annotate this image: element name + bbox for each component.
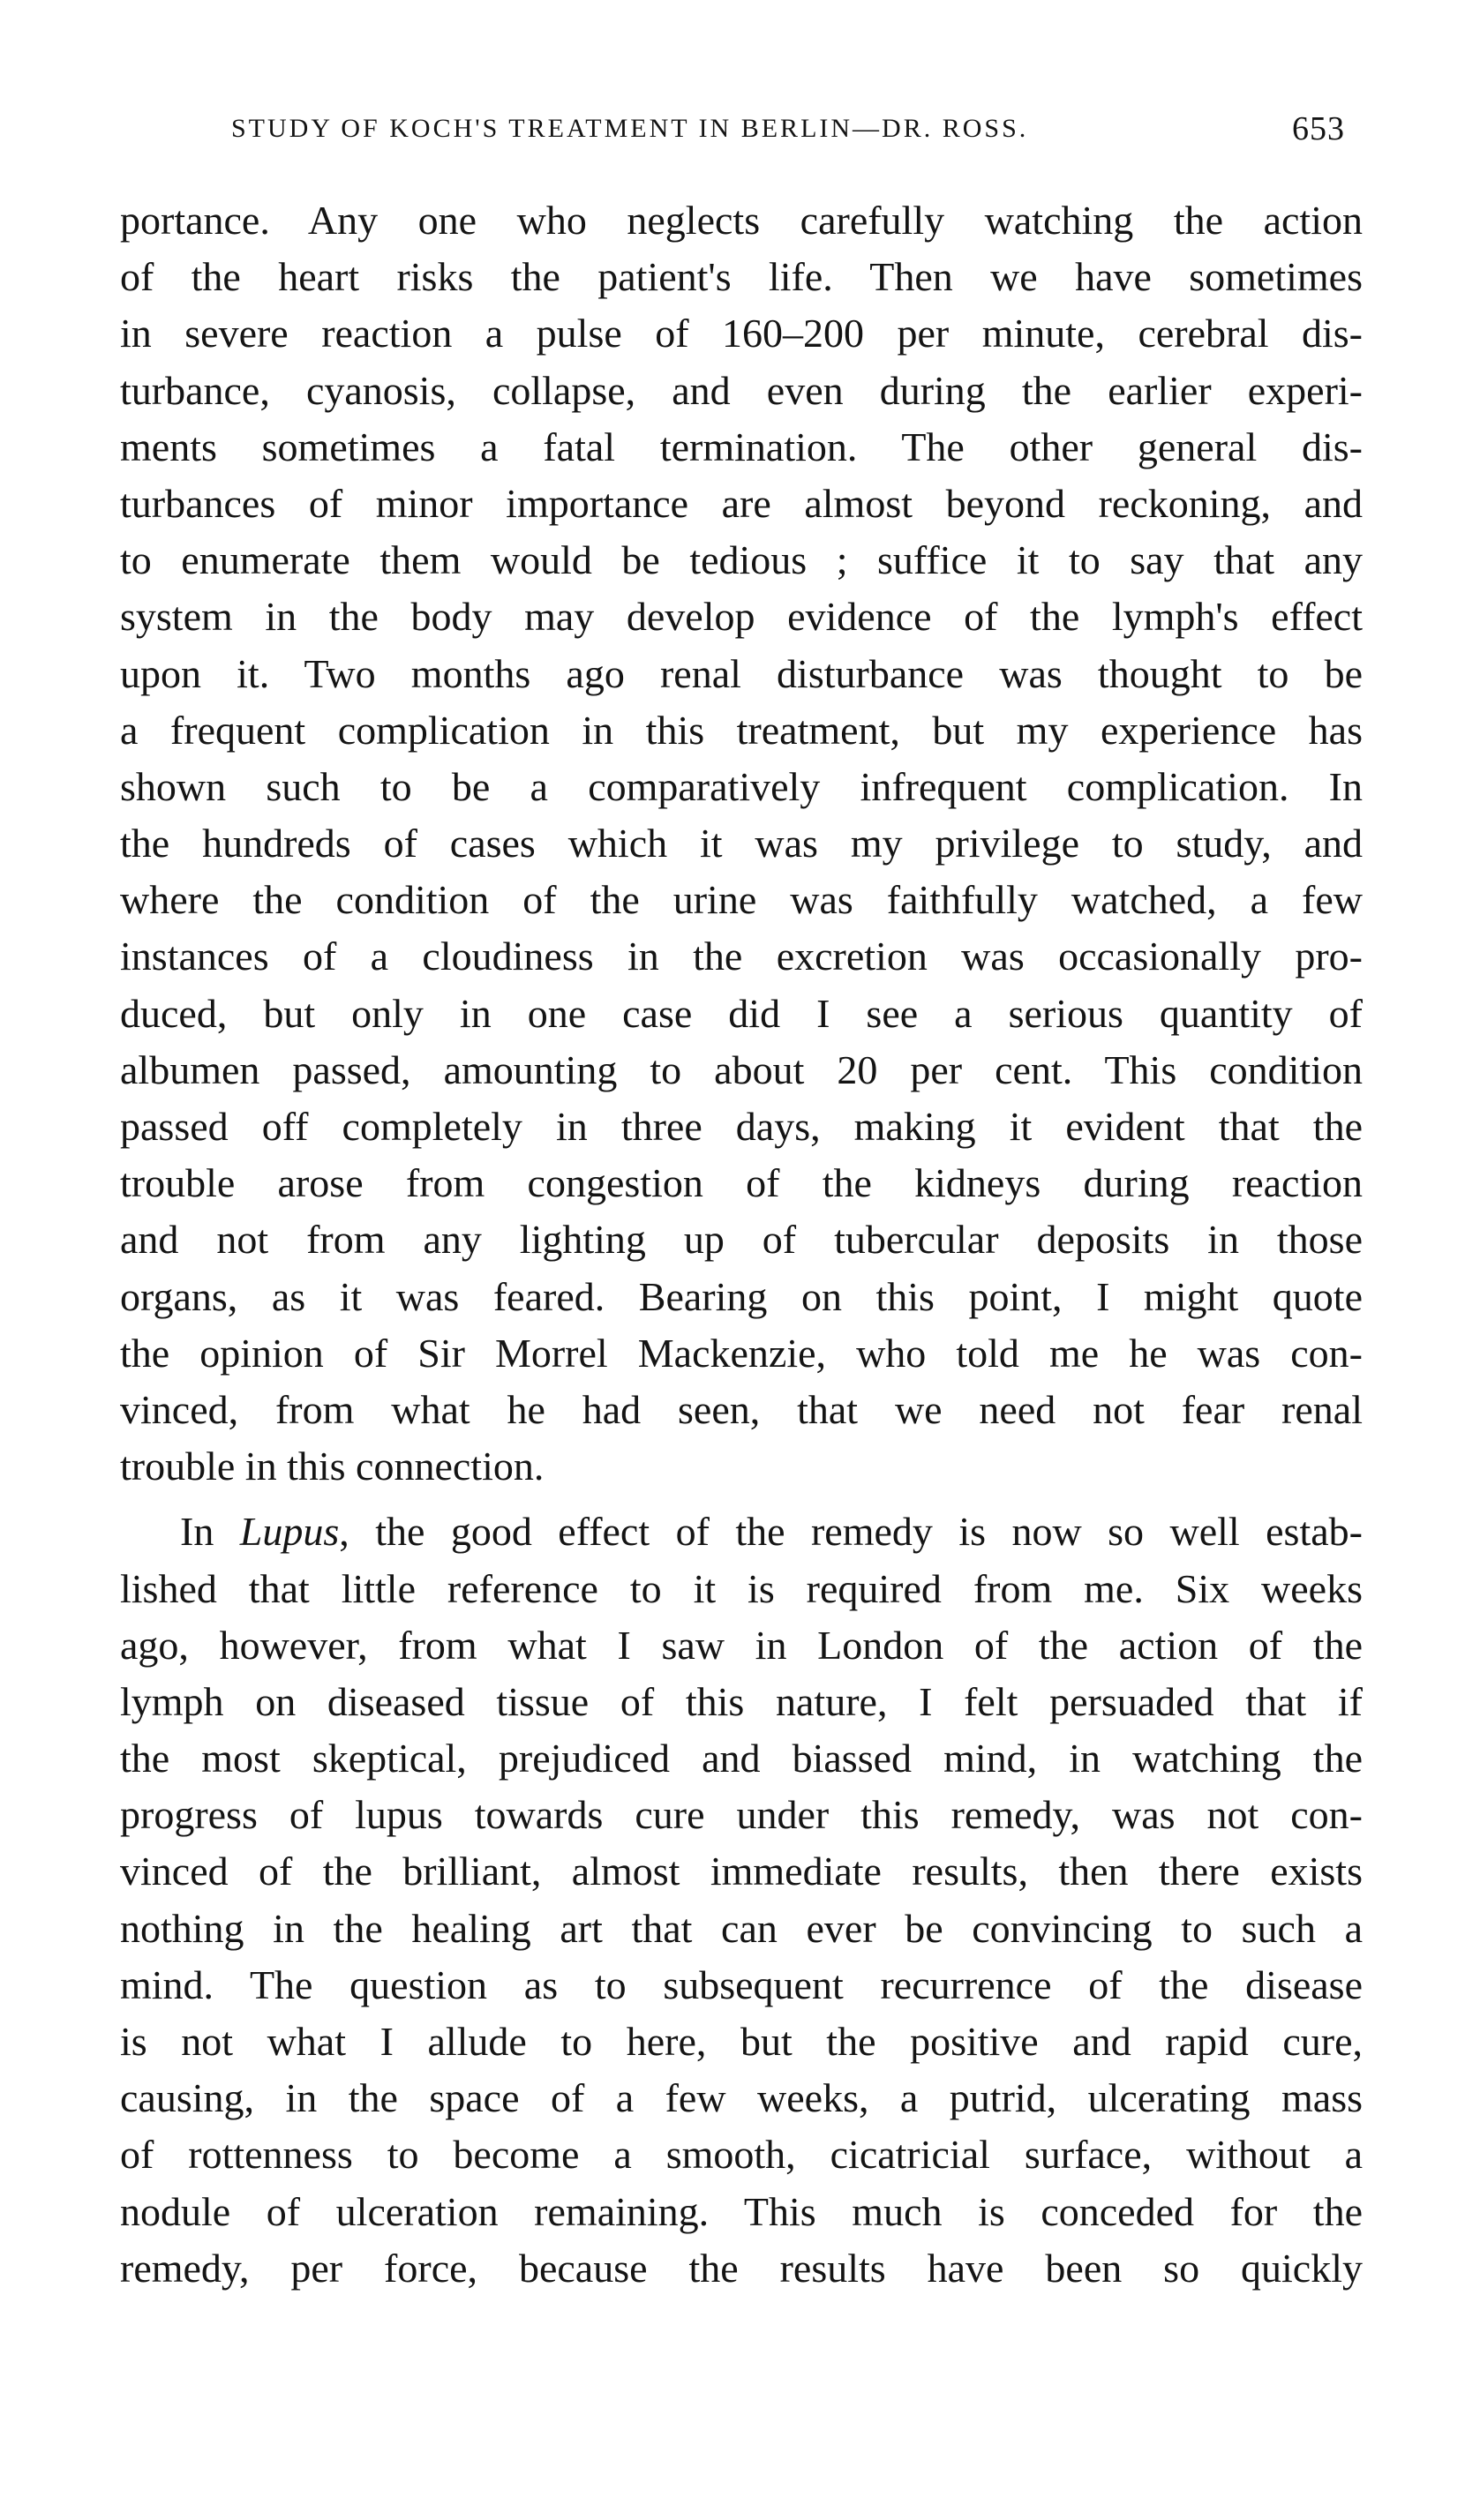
text-line: the hundreds of cases which it was my privilege to study, and bbox=[120, 821, 1363, 866]
paragraph bbox=[120, 192, 1363, 1495]
running-head bbox=[231, 104, 1345, 154]
text-line: remedy, per force, because the results have been so quickly bbox=[120, 2245, 1363, 2291]
text-line: of the heart risks the patient's life. Then we have sometimes bbox=[120, 254, 1363, 300]
text-line: organs, as it was feared. Bearing on this point, I might quote bbox=[120, 1273, 1363, 1319]
text-line: ments sometimes a fatal termination. The other general dis- bbox=[120, 424, 1363, 469]
text-line: nothing in the healing art that can ever be convincing to such a bbox=[120, 1905, 1363, 1951]
text-line: system in the body may develop evidence of the lymph's effect bbox=[120, 594, 1363, 640]
text-line: nodule of ulceration remaining. This much is conceded for the bbox=[120, 2188, 1363, 2234]
text-line: ago, however, from what I saw in London of the action of the bbox=[120, 1622, 1363, 1668]
text-line: trouble arose from congestion of the kidneys during reaction bbox=[120, 1160, 1363, 1206]
text-line: in severe reaction a pulse of 160–200 per minute, cerebral dis- bbox=[120, 311, 1363, 356]
text-line: albumen passed, amounting to about 20 per cent. This condition bbox=[120, 1046, 1363, 1092]
text-line: the most skeptical, prejudiced and biassed mind, in watching the bbox=[120, 1736, 1363, 1781]
paragraph bbox=[120, 1504, 1363, 2297]
text-line: progress of lupus towards cure under this remedy, was not con- bbox=[120, 1792, 1363, 1838]
running-head-title: STUDY OF KOCH'S TREATMENT IN BERLIN—DR. ROSS. bbox=[231, 114, 1029, 143]
text-line: vinced, from what he had seen, that we need not fear renal bbox=[120, 1386, 1363, 1432]
text-line: portance. Any one who neglects carefully watching the action bbox=[120, 198, 1363, 243]
text-line: duced, but only in one case did I see a serious quantity of bbox=[120, 990, 1363, 1036]
text-line: turbance, cyanosis, collapse, and even during the earlier experi- bbox=[120, 367, 1363, 413]
text-line: the opinion of Sir Morrel Mackenzie, who told me he was con- bbox=[120, 1330, 1363, 1376]
text-line: lymph on diseased tissue of this nature, I felt persuaded that if bbox=[120, 1678, 1363, 1724]
italic-term: Lupus bbox=[239, 1509, 340, 1555]
text-line: shown such to be a comparatively infrequent complication. In bbox=[120, 763, 1363, 809]
text-line: In Lupus, the good effect of the remedy is now so well estab- bbox=[180, 1509, 1363, 1555]
text-line: lished that little reference to it is required from me. Six weeks bbox=[120, 1565, 1363, 1611]
text-line: upon it. Two months ago renal disturbance was thought to be bbox=[120, 650, 1363, 696]
text-line: turbances of minor importance are almost beyond reckoning, and bbox=[120, 480, 1363, 526]
text-line: a frequent complication in this treatment, but my experience has bbox=[120, 707, 1363, 753]
body-text bbox=[120, 192, 1363, 2297]
text-line: passed off completely in three days, making it evident that the bbox=[120, 1104, 1363, 1149]
text-line: and not from any lighting up of tubercular deposits in those bbox=[120, 1217, 1363, 1263]
text-line: is not what I allude to here, but the positive and rapid cure, bbox=[120, 2019, 1363, 2064]
text-line: instances of a cloudiness in the excretion was occasionally pro- bbox=[120, 934, 1363, 979]
text-line: trouble in this connection. bbox=[120, 1444, 545, 1489]
text-line: of rottenness to become a smooth, cicatricial surface, without a bbox=[120, 2132, 1363, 2178]
text-line: to enumerate them would be tedious ; suffice it to say that any bbox=[120, 537, 1363, 583]
text-line: causing, in the space of a few weeks, a putrid, ulcerating mass bbox=[120, 2075, 1363, 2121]
text-line: vinced of the brilliant, almost immediate results, then there exists bbox=[120, 1849, 1363, 1894]
text-line: mind. The question as to subsequent recurrence of the disease bbox=[120, 1961, 1363, 2007]
text-line: where the condition of the urine was faithfully watched, a few bbox=[120, 877, 1363, 923]
page-number: 653 bbox=[1292, 110, 1345, 147]
